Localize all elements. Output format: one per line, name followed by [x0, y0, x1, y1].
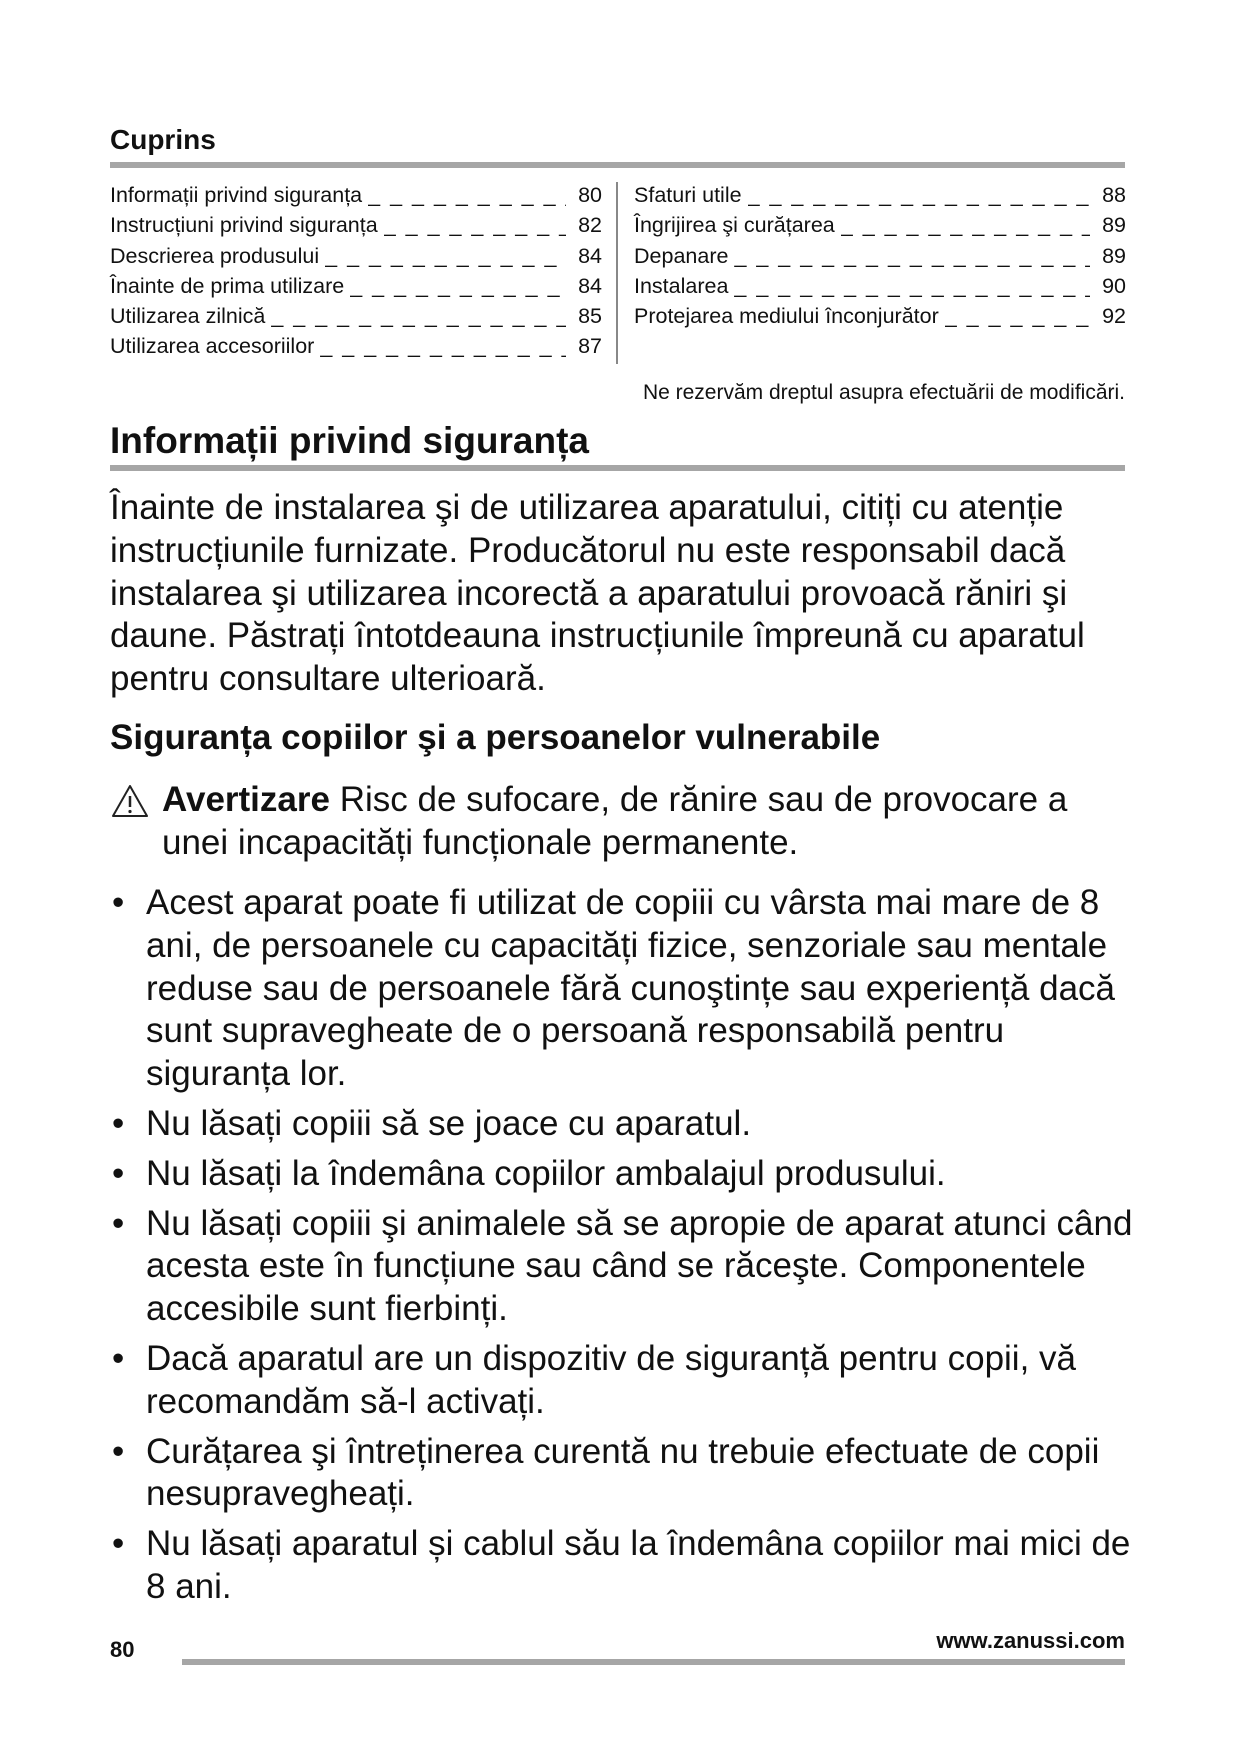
- bullet-icon: •: [112, 1524, 125, 1564]
- toc-leader: [734, 241, 1090, 271]
- toc-entry[interactable]: [110, 241, 602, 271]
- toc-page: 89: [1102, 213, 1126, 238]
- list-item: [110, 1153, 1140, 1196]
- toc-label: Înainte de prima utilizare: [110, 273, 345, 298]
- toc-label: Sfaturi utile: [634, 183, 742, 207]
- toc-page: 84: [578, 243, 602, 268]
- toc-entry[interactable]: [634, 180, 1126, 210]
- toc-leader: [350, 271, 566, 301]
- toc-entry[interactable]: [634, 271, 1126, 301]
- modification-notice: Ne rezervăm dreptul asupra efectuării de modificări.: [642, 381, 1125, 404]
- list-item: [110, 1431, 1140, 1517]
- toc-leader: [734, 271, 1090, 301]
- toc-divider: [616, 182, 618, 364]
- toc-page: 84: [578, 273, 602, 298]
- toc-leader: [384, 210, 566, 240]
- toc-leader: [271, 301, 566, 331]
- toc-label: Protejarea mediului înconjurător: [634, 304, 939, 329]
- toc-page: 89: [1102, 243, 1126, 268]
- warning-text: Risc de sufocare, de rănire sau de provocare a unei incapacități funcționale permanente.: [162, 780, 1068, 862]
- toc-entry[interactable]: [634, 241, 1126, 271]
- bullet-icon: •: [112, 1431, 125, 1471]
- toc-page: 82: [578, 213, 602, 238]
- toc-page: 90: [1102, 273, 1126, 298]
- list-item-text: Nu lăsați la îndemâna copiilor ambalajul produsului.: [146, 1153, 946, 1193]
- toc-label: Utilizarea accesoriilor: [110, 334, 315, 359]
- list-item: [110, 1103, 1140, 1146]
- toc-entry[interactable]: [110, 331, 602, 361]
- toc-right-column: [634, 180, 1126, 331]
- toc-leader: [945, 301, 1090, 331]
- list-item-text: Nu lăsați copiii şi animalele să se apropie de aparat atunci când acesta este în funcțiune sau când se răceşte. Componentele accesibile sunt fierbinți.: [146, 1203, 1133, 1329]
- toc-label: Depanare: [634, 243, 729, 268]
- list-item: [110, 882, 1140, 1096]
- toc-page: 85: [578, 304, 602, 329]
- toc-page: 88: [1102, 183, 1126, 207]
- toc-entry[interactable]: [634, 210, 1126, 240]
- warning-block: [110, 779, 1130, 865]
- toc-leader: [748, 180, 1090, 210]
- toc-leader: [841, 210, 1090, 240]
- page-number: 80: [110, 1637, 135, 1662]
- toc-label: Informații privind siguranța: [110, 183, 363, 207]
- toc-leader: [320, 331, 566, 361]
- toc-entry[interactable]: [110, 271, 602, 301]
- section-title: Informații privind siguranța: [110, 420, 589, 461]
- toc-title: Cuprins: [110, 124, 216, 155]
- warning-label: Avertizare: [162, 780, 330, 819]
- list-item-text: Acest aparat poate fi utilizat de copiii cu vârsta mai mare de 8 ani, de persoanele cu capacități fizice, senzoriale sau mentale reduse sau de persoanele fără cunoştințe sau experiență dacă sunt supravegheate de o persoană responsabilă pentru siguranța lor.: [146, 883, 1115, 1094]
- toc-leader: [325, 241, 566, 271]
- bullet-icon: •: [112, 883, 125, 922]
- toc-leader: [368, 180, 566, 210]
- warning-triangle-icon: [110, 783, 150, 819]
- toc-label: Descrierea produsului: [110, 243, 320, 268]
- list-item: [110, 1523, 1140, 1609]
- section-rule: [110, 465, 1125, 471]
- toc-page: 87: [578, 334, 602, 359]
- toc-entry[interactable]: [110, 210, 602, 240]
- bullet-icon: •: [112, 1103, 125, 1143]
- safety-bullet-list: [110, 882, 1140, 1616]
- toc-label: Instalarea: [634, 273, 729, 298]
- toc-label: Îngrijirea şi curățarea: [634, 213, 835, 238]
- subsection-title: Siguranța copiilor şi a persoanelor vulnerabile: [110, 718, 881, 757]
- list-item-text: Curățarea şi întreținerea curentă nu trebuie efectuate de copii nesupravegheați.: [146, 1431, 1100, 1514]
- website-link[interactable]: www.zanussi.com: [936, 1628, 1125, 1653]
- footer-rule: [182, 1659, 1125, 1665]
- toc-page: 80: [578, 183, 602, 207]
- toc-page: 92: [1102, 304, 1126, 329]
- toc-label: Utilizarea zilnică: [110, 304, 266, 329]
- bullet-icon: •: [112, 1338, 125, 1378]
- list-item-text: Nu lăsați aparatul și cablul său la îndemâna copiilor mai mici de 8 ani.: [146, 1524, 1131, 1606]
- toc-entry[interactable]: [110, 301, 602, 331]
- list-item: [110, 1203, 1140, 1331]
- toc-rule: [110, 162, 1125, 168]
- bullet-icon: •: [112, 1153, 125, 1193]
- list-item-text: Dacă aparatul are un dispozitiv de siguranță pentru copii, vă recomandăm să-l activați.: [146, 1338, 1076, 1421]
- list-item-text: Nu lăsați copiii să se joace cu aparatul.: [146, 1103, 752, 1143]
- bullet-icon: •: [112, 1203, 125, 1243]
- toc-entry[interactable]: [110, 180, 602, 210]
- toc-entry[interactable]: [634, 301, 1126, 331]
- list-item: [110, 1338, 1140, 1424]
- intro-paragraph: Înainte de instalarea şi de utilizarea aparatului, citiți cu atenție instrucțiunile furnizate. Producătorul nu este responsabil dacă instalarea şi utilizarea incorectă a aparatului provoacă răniri şi daune. Păstrați întotdeauna instrucțiunile împreună cu aparatul pentru consultare ulterioară.: [110, 488, 1085, 699]
- toc-left-column: [110, 180, 602, 362]
- toc-label: Instrucțiuni privind siguranța: [110, 213, 378, 238]
